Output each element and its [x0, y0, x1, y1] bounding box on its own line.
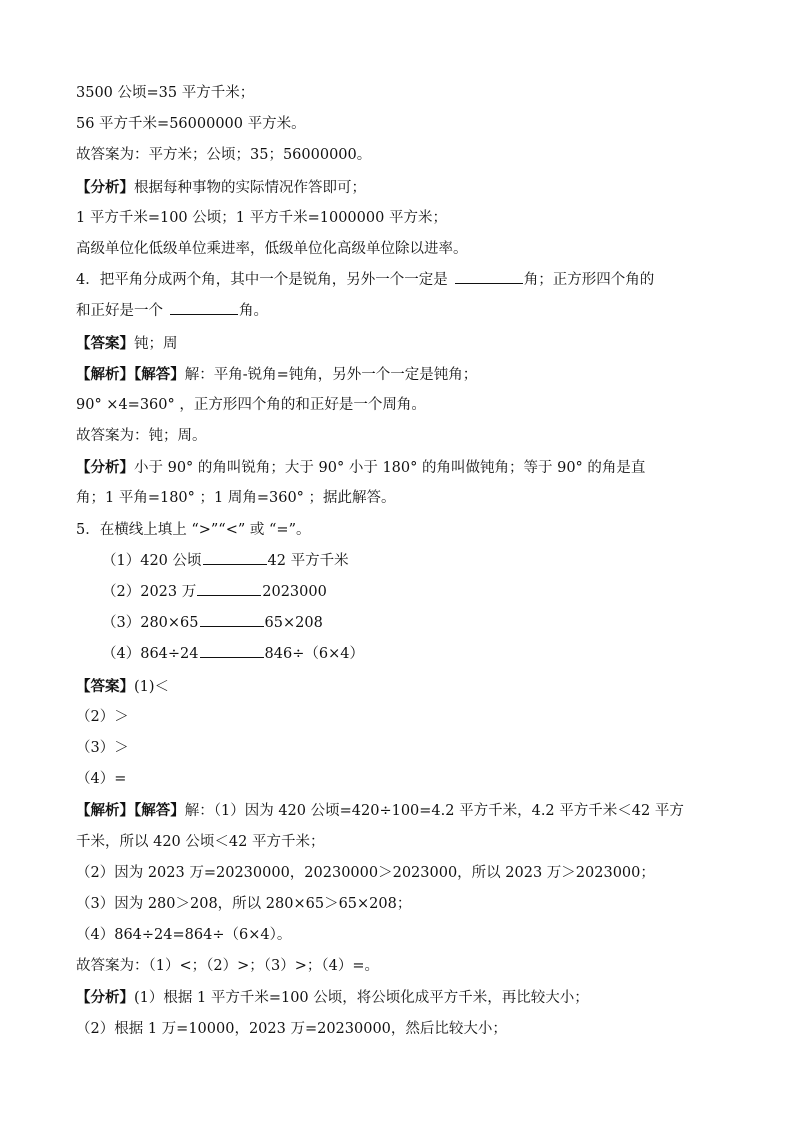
text-line: 高级单位化低级单位乘进率，低级单位化高级单位除以进率。	[76, 240, 468, 257]
text-line: 角；1 平角=180° ；1 周角=360° ；据此解答。	[76, 490, 396, 507]
question-4-line-2	[76, 296, 724, 327]
question-4-line-1	[76, 265, 724, 296]
answer-blank	[200, 612, 264, 628]
item-right: 42 平方千米	[267, 552, 349, 569]
solution-text: 解：（1）因为 420 公顷=420÷100=4.2 平方千米，4.2 平方千米＜42 平方	[184, 803, 684, 820]
answer-blank	[197, 581, 261, 597]
item-left: （3）280×65	[102, 615, 199, 632]
item-right: 65×208	[264, 615, 323, 632]
analysis-text: 小于 90° 的角叫锐角；大于 90° 小于 180° 的角叫做钝角；等于 90° 的角是直	[134, 460, 646, 477]
answer-line: （2）＞	[76, 708, 129, 725]
item-right: 2023000	[262, 584, 327, 600]
question-text: 和正好是一个	[76, 303, 163, 320]
answer-line: （4）=	[76, 771, 127, 788]
solution-line	[76, 359, 724, 390]
answer-line	[76, 671, 724, 702]
solution-line	[76, 795, 724, 826]
solution-text: 解：平角-锐角=钝角，另外一个一定是钝角；	[184, 366, 478, 383]
text-line: （2）根据 1 万=10000，2023 万=20230000，然后比较大小；	[76, 1020, 507, 1037]
analysis-line	[76, 982, 724, 1013]
text-line: 故答案为：钝；周。	[76, 428, 207, 445]
solution-tag: 【解析】【解答】	[76, 802, 185, 820]
question-text: 角。	[239, 303, 268, 320]
text-line: 90° ×4=360° ，正方形四个角的和正好是一个周角。	[76, 396, 426, 413]
item-left: （2）2023 万	[102, 584, 197, 600]
text-line: 故答案为：平方米；公顷；35；56000000。	[76, 147, 372, 164]
analysis-tag: 【分析】	[76, 178, 134, 196]
answer-tag: 【答案】	[76, 677, 134, 695]
analysis-line	[76, 172, 724, 203]
answer-blank	[455, 269, 523, 285]
question-text: 角；正方形四个角的	[523, 272, 655, 289]
text-line: （3）因为 280＞208，所以 280×65＞65×208；	[76, 895, 412, 912]
text-line: （4）864÷24=864÷（6×4）。	[76, 927, 292, 944]
answer-text: 钝；周	[134, 335, 178, 352]
item-right: 846÷（6×4）	[264, 646, 364, 663]
answer-line: （3）＞	[76, 739, 129, 756]
answer-blank	[200, 643, 264, 659]
text-line: 3500 公顷=35 平方千米；	[76, 85, 255, 101]
analysis-tag: 【分析】	[76, 989, 134, 1007]
analysis-text: (1）根据 1 平方千米=100 公顷，将公顷化成平方千米，再比较大小；	[134, 990, 589, 1007]
answer-line	[76, 328, 724, 359]
answer-blank	[203, 549, 267, 565]
item-left: （4）864÷24	[102, 646, 199, 663]
analysis-line	[76, 452, 724, 483]
question-5-item	[76, 577, 724, 608]
item-left: （1）420 公顷	[102, 552, 202, 569]
text-line: 故答案为：（1）<；（2）>；（3）>；（4）=。	[76, 958, 379, 975]
analysis-text: 根据每种事物的实际情况作答即可；	[134, 179, 366, 196]
solution-tag: 【解析】【解答】	[76, 365, 185, 383]
text-line: 1 平方千米=100 公顷；1 平方千米=1000000 平方米；	[76, 209, 447, 226]
question-5-item	[76, 639, 724, 670]
answer-blank	[170, 300, 238, 316]
question-text: 4．把平角分成两个角，其中一个是锐角，另外一个一定是	[76, 272, 448, 289]
analysis-tag: 【分析】	[76, 459, 134, 477]
answer-tag: 【答案】	[76, 334, 134, 352]
question-5-title: 5．在横线上填上 “>”“<” 或 “=”。	[76, 521, 311, 538]
answer-text: (1)＜	[134, 678, 170, 695]
text-line: 千米，所以 420 公顷＜42 平方千米；	[76, 833, 325, 850]
question-5-item	[76, 608, 724, 639]
text-line: （2）因为 2023 万=20230000，20230000＞2023000，所以 2023 万＞2023000；	[76, 864, 655, 881]
text-line: 56 平方千米=56000000 平方米。	[76, 116, 306, 133]
question-5-item	[76, 546, 724, 577]
document-page	[76, 78, 724, 1045]
